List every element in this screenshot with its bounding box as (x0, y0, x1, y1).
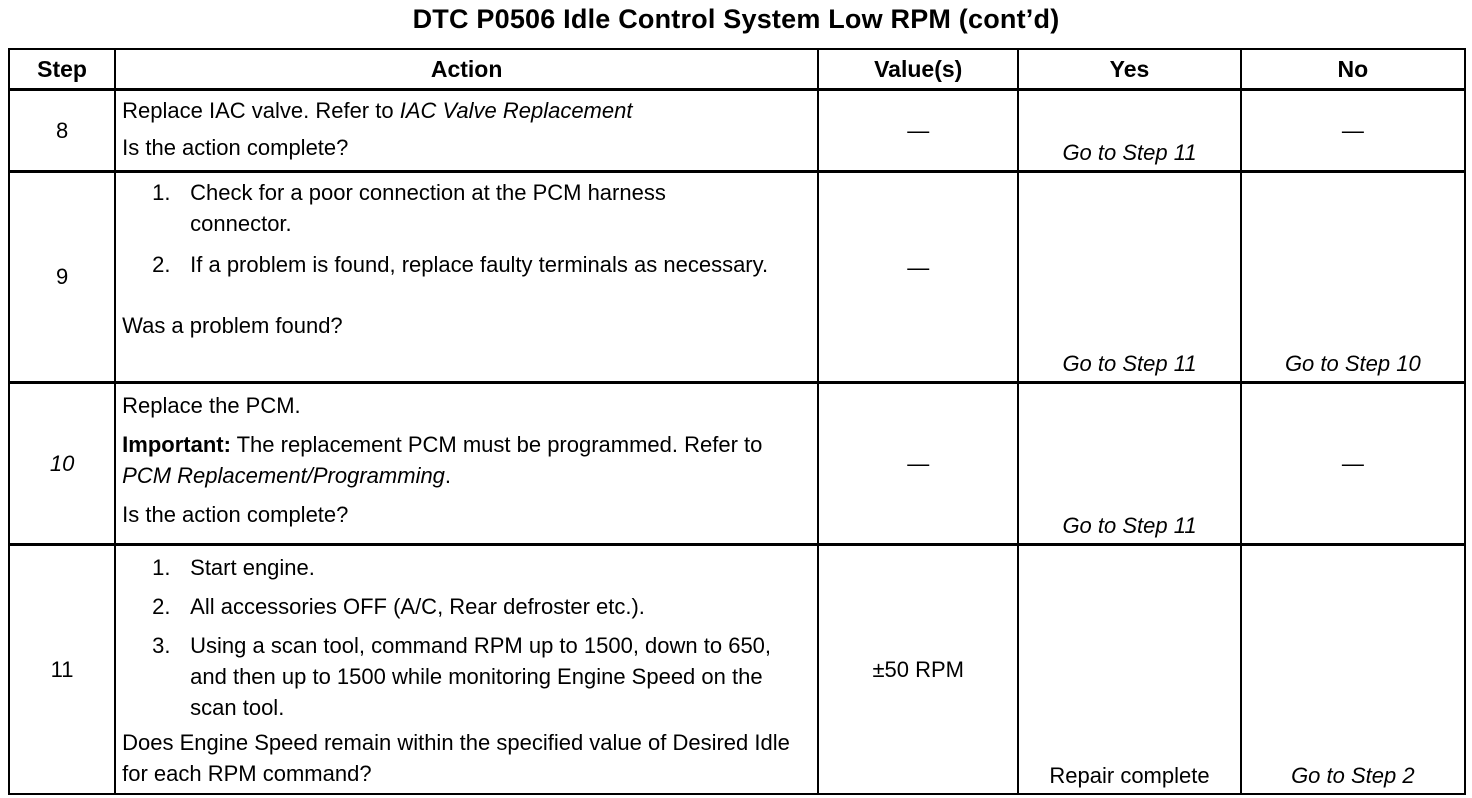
header-row (9, 49, 1465, 90)
yes-cell: Go to Step 11 (1018, 172, 1240, 383)
yes-cell: Repair complete (1018, 545, 1240, 795)
action-text: Replace the PCM. (122, 393, 301, 418)
action-cell (115, 90, 818, 172)
action-text: Replace IAC valve. Refer to IAC Valve Replacement (122, 98, 633, 123)
header-yes: Yes (1018, 49, 1240, 90)
list-item: 2. All accessories OFF (A/C, Rear defroster etc.). (152, 594, 645, 619)
value-cell: ±50 RPM (818, 545, 1018, 795)
table-row (9, 383, 1465, 545)
list-item: 3. Using a scan tool, command RPM up to 1500, down to 650, and then up to 1500 while monitoring Engine Speed on the scan tool. (152, 633, 772, 720)
value-cell: — (818, 90, 1018, 172)
table-row (9, 90, 1465, 172)
value-cell: — (818, 383, 1018, 545)
action-question: Was a problem found? (122, 313, 343, 338)
action-cell (115, 545, 818, 795)
value-cell: — (818, 172, 1018, 383)
header-no: No (1241, 49, 1465, 90)
action-question: Is the action complete? (122, 502, 349, 527)
step-number: 11 (9, 545, 115, 795)
no-cell: Go to Step 2 (1241, 545, 1465, 795)
action-question: Is the action complete? (122, 135, 349, 160)
dtc-table (8, 48, 1466, 795)
no-cell: Go to Step 10 (1241, 172, 1465, 383)
reference-link: PCM Replacement/Programming (122, 463, 445, 488)
list-item: 1. Start engine. (152, 555, 315, 580)
action-question: Does Engine Speed remain within the specified value of Desired Idle for each RPM command? (122, 730, 790, 786)
table-row (9, 545, 1465, 795)
reference-link: IAC Valve Replacement (399, 98, 633, 123)
yes-cell: Go to Step 11 (1018, 90, 1240, 172)
step-number: 10 (9, 383, 115, 545)
action-list (122, 552, 811, 723)
list-item: 2. If a problem is found, replace faulty terminals as necessary. (152, 252, 769, 277)
page-title: DTC P0506 Idle Control System Low RPM (cont’d) (412, 4, 1060, 34)
action-cell (115, 172, 818, 383)
header-action: Action (115, 49, 818, 90)
no-cell: — (1241, 90, 1465, 172)
no-cell: — (1241, 383, 1465, 545)
yes-cell: Go to Step 11 (1018, 383, 1240, 545)
step-number: 9 (9, 172, 115, 383)
table-row (9, 172, 1465, 383)
header-step: Step (9, 49, 115, 90)
important-note: Important: The replacement PCM must be programmed. Refer to PCM Replacement/Programming. (122, 432, 763, 488)
step-number: 8 (9, 90, 115, 172)
header-values: Value(s) (818, 49, 1018, 90)
list-item: 1. Check for a poor connection at the PCM harness connector. (152, 180, 666, 236)
action-list (122, 177, 811, 280)
action-cell (115, 383, 818, 545)
